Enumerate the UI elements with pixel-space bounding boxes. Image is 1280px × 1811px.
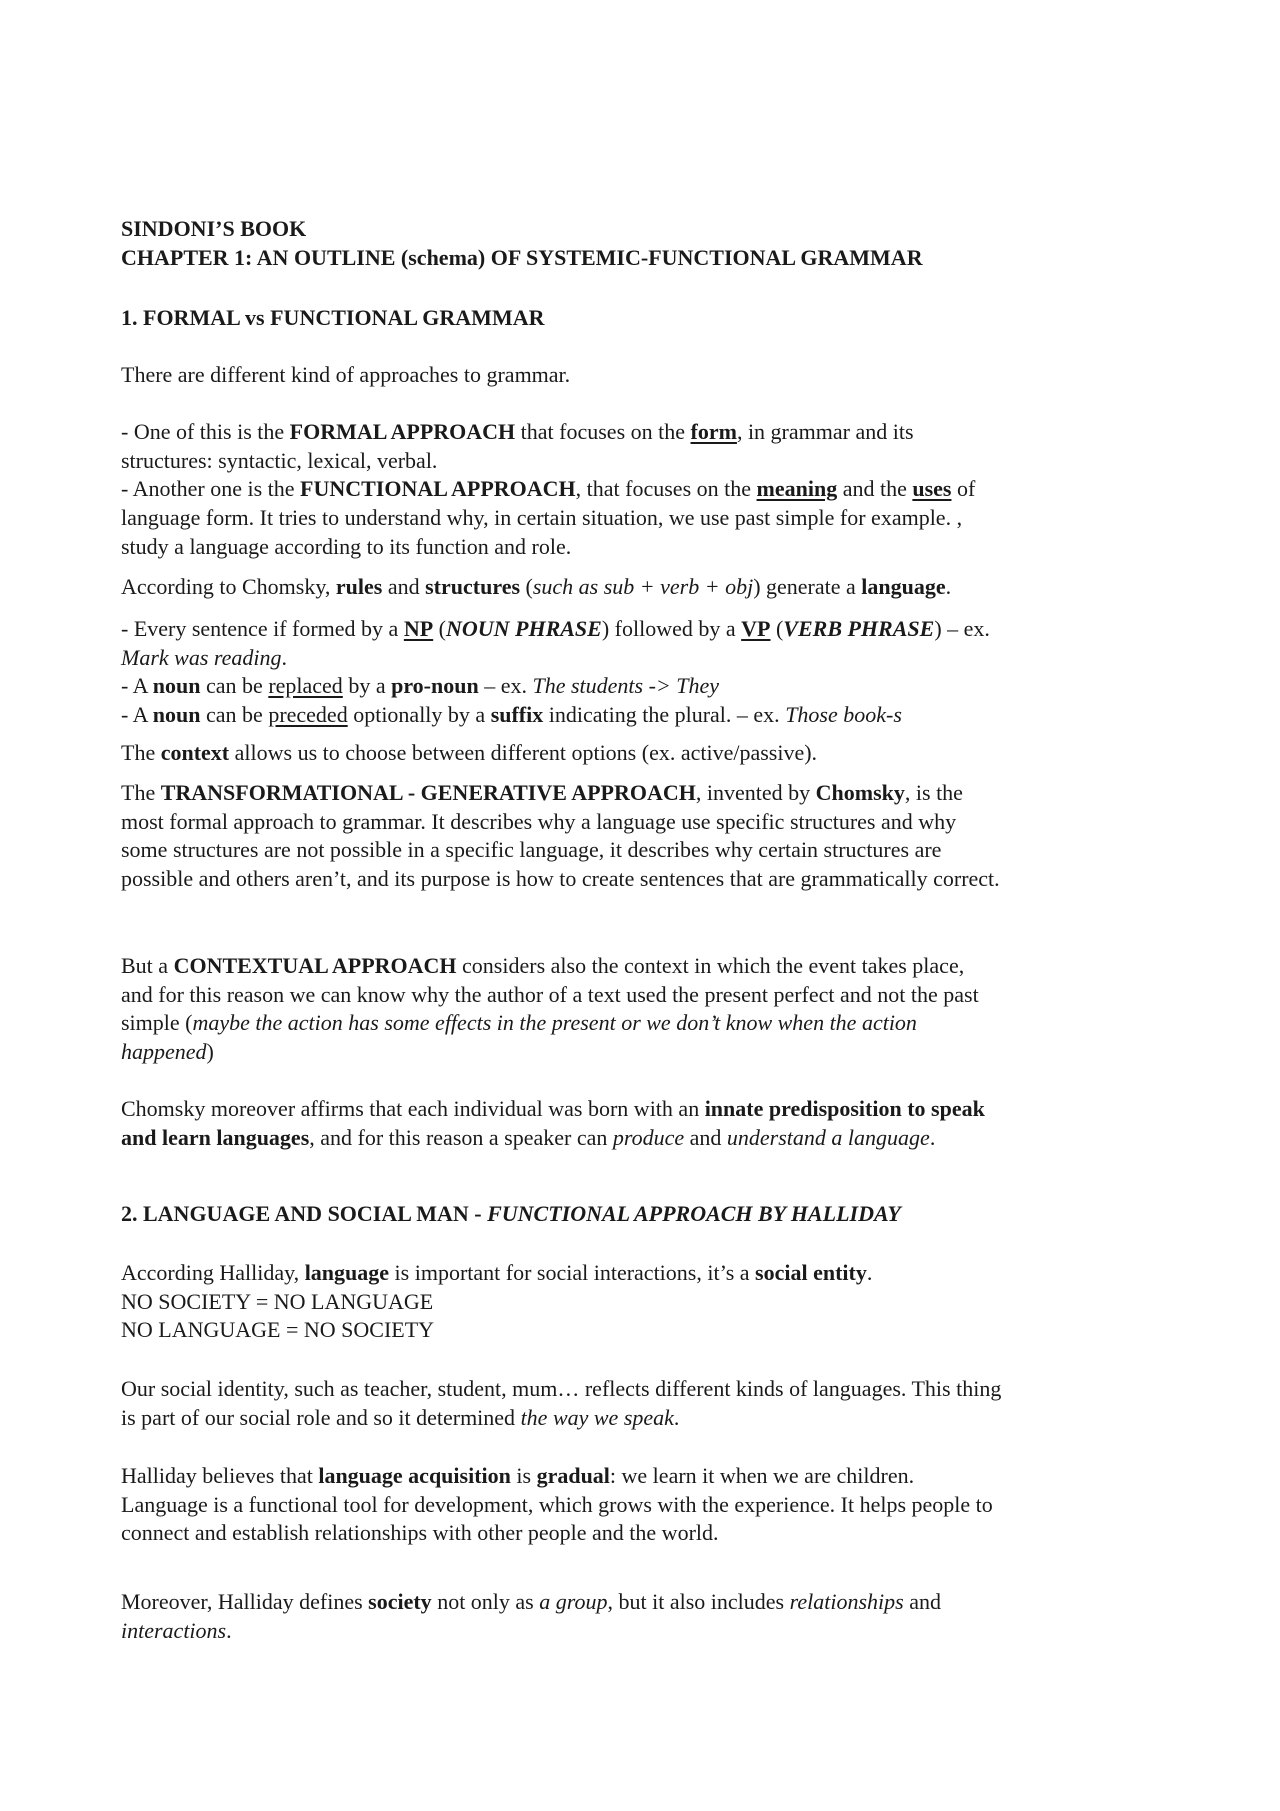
emphasized-text: and learn languages xyxy=(121,1124,310,1150)
emphasized-text: Mark was reading xyxy=(121,644,282,670)
text-segment: ) generate a xyxy=(753,574,862,599)
text-segment: ) – ex. xyxy=(934,616,990,641)
text-line xyxy=(121,1009,1201,1038)
text-line xyxy=(121,739,1201,768)
emphasized-text: context xyxy=(160,740,230,765)
text-line xyxy=(121,1404,1201,1433)
text-line xyxy=(121,447,1201,476)
text-segment: indicating the plural. – ex. xyxy=(543,702,786,728)
text-segment: . xyxy=(281,644,288,670)
emphasized-text: a group xyxy=(539,1589,608,1614)
text-line xyxy=(121,615,1201,644)
text-segment: and the xyxy=(837,476,913,502)
emphasized-text: language xyxy=(861,574,946,599)
emphasized-text: social entity xyxy=(755,1260,867,1285)
emphasized-text: language acquisition xyxy=(318,1463,511,1488)
text-segment: structures: syntactic, lexical, verbal. xyxy=(121,447,438,473)
text-segment: and xyxy=(382,574,426,599)
text-line xyxy=(121,644,1201,673)
text-segment: , is the xyxy=(904,780,963,805)
emphasized-text: 2. LANGUAGE AND SOCIAL MAN - xyxy=(121,1201,488,1226)
emphasized-text: Chomsky xyxy=(815,780,905,805)
emphasized-text: suffix xyxy=(490,702,544,728)
paragraph xyxy=(121,418,1201,561)
text-line xyxy=(121,1375,1201,1404)
text-segment: simple ( xyxy=(121,1010,193,1036)
text-segment: some structures are not possible in a specific language, it describes why certain structures are xyxy=(121,837,942,863)
emphasized-text: 1. FORMAL vs FUNCTIONAL GRAMMAR xyxy=(121,305,545,330)
text-line xyxy=(121,1288,1201,1317)
text-segment: There are different kind of approaches to grammar. xyxy=(121,362,571,387)
emphasized-text: TRANSFORMATIONAL - GENERATIVE APPROACH xyxy=(160,780,696,805)
text-segment: . xyxy=(673,1404,680,1430)
text-segment: allows us to choose between different options (ex. active/passive). xyxy=(229,740,818,765)
text-line xyxy=(121,1124,1201,1153)
text-line xyxy=(121,1462,1201,1491)
emphasized-text: NP xyxy=(403,616,434,641)
text-line xyxy=(121,952,1201,981)
emphasized-text: the way we speak xyxy=(520,1404,674,1430)
emphasized-text: produce xyxy=(612,1124,685,1150)
emphasized-text: VERB PHRASE xyxy=(783,616,935,641)
text-segment: . xyxy=(226,1617,232,1643)
text-segment: most formal approach to grammar. It describes why a language use specific structures and why xyxy=(121,808,957,834)
text-segment: ( xyxy=(433,616,446,641)
paragraph xyxy=(121,361,1201,390)
document-title xyxy=(121,215,1201,272)
emphasized-text: meaning xyxy=(756,476,838,502)
text-segment: Chomsky moreover affirms that each individual was born with an xyxy=(121,1096,705,1121)
text-line xyxy=(121,1588,1201,1617)
text-segment: is important for social interactions, it’s a xyxy=(389,1260,756,1285)
text-segment: is part of our social role and so it determined xyxy=(121,1404,521,1430)
text-segment: and xyxy=(903,1589,941,1614)
emphasized-text: maybe the action has some effects in the present or we don’t know when the action xyxy=(192,1010,917,1036)
text-segment: ( xyxy=(770,616,784,641)
text-line xyxy=(121,573,1201,602)
emphasized-text: relationships xyxy=(789,1589,904,1614)
text-segment: not only as xyxy=(431,1589,540,1614)
emphasized-text: The students -> They xyxy=(532,673,720,699)
text-segment: , invented by xyxy=(695,780,816,805)
text-segment: language form. It tries to understand why, in certain situation, we use past simple for example. , xyxy=(121,505,963,531)
text-segment: connect and establish relationships with other people and the world. xyxy=(121,1520,719,1546)
emphasized-text: Those book-s xyxy=(785,702,902,728)
text-segment: , and for this reason a speaker can xyxy=(309,1124,613,1150)
text-segment: - One of this is the xyxy=(121,419,290,444)
emphasized-text: happened xyxy=(121,1039,207,1065)
text-segment: Halliday believes that xyxy=(121,1463,319,1488)
emphasized-text: uses xyxy=(912,476,952,502)
text-segment: Language is a functional tool for development, which grows with the experience. It helps people to xyxy=(121,1491,993,1517)
emphasized-text: interactions xyxy=(121,1617,227,1643)
emphasized-text: form xyxy=(690,419,737,444)
emphasized-text: innate predisposition to speak xyxy=(704,1096,985,1121)
text-line xyxy=(121,779,1201,808)
text-segment: - A xyxy=(121,673,153,699)
emphasized-text: FORMAL APPROACH xyxy=(289,419,516,444)
text-line xyxy=(121,1491,1201,1520)
text-line xyxy=(121,808,1201,837)
paragraph xyxy=(121,1588,1201,1645)
emphasized-text: preceded xyxy=(268,702,348,728)
emphasized-text: gradual xyxy=(536,1463,610,1488)
emphasized-text: VP xyxy=(741,616,771,641)
text-line xyxy=(121,1617,1201,1646)
text-segment: - Another one is the xyxy=(121,476,301,502)
text-segment: - A xyxy=(121,702,153,728)
emphasized-text: society xyxy=(368,1589,432,1614)
emphasized-text: understand a language xyxy=(726,1124,930,1150)
paragraph xyxy=(121,1375,1201,1432)
section-heading-2 xyxy=(121,1200,1201,1229)
text-segment: ) followed by a xyxy=(601,616,742,641)
paragraph xyxy=(121,615,1201,730)
text-segment: optionally by a xyxy=(347,702,491,728)
paragraph xyxy=(121,739,1201,768)
text-segment: can be xyxy=(200,673,269,699)
emphasized-text: SINDONI’S BOOK xyxy=(121,216,307,241)
text-segment: NO LANGUAGE = NO SOCIETY xyxy=(121,1317,435,1343)
text-line xyxy=(121,1519,1201,1548)
emphasized-text: CHAPTER 1: AN OUTLINE (schema) OF SYSTEMIC-FUNCTIONAL GRAMMAR xyxy=(121,244,923,270)
text-segment: , but it also includes xyxy=(607,1589,790,1614)
text-segment: is xyxy=(510,1463,537,1488)
text-line xyxy=(121,1095,1201,1124)
emphasized-text: noun xyxy=(152,702,201,728)
paragraph xyxy=(121,573,1201,602)
text-line xyxy=(121,1038,1201,1067)
text-line xyxy=(121,1200,1201,1229)
text-line xyxy=(121,215,1201,244)
text-segment: But a xyxy=(121,953,174,978)
text-segment: According to Chomsky, xyxy=(121,574,336,599)
text-segment: considers also the context in which the event takes place, xyxy=(456,953,965,978)
paragraph xyxy=(121,1095,1201,1152)
emphasized-text: FUNCTIONAL APPROACH xyxy=(300,476,576,502)
text-line xyxy=(121,533,1201,562)
text-segment: , in grammar and its xyxy=(736,419,914,444)
text-line xyxy=(121,836,1201,865)
text-segment: by a xyxy=(342,673,392,699)
text-segment: NO SOCIETY = NO LANGUAGE xyxy=(121,1288,434,1314)
text-segment: and for this reason we can know why the author of a text used the present perfect and not the past xyxy=(121,981,979,1007)
text-segment: The xyxy=(121,740,161,765)
text-segment: . xyxy=(929,1124,936,1150)
text-line xyxy=(121,981,1201,1010)
text-segment: ( xyxy=(520,574,533,599)
text-segment: can be xyxy=(200,702,269,728)
emphasized-text: such as sub + verb + obj xyxy=(532,574,754,599)
text-segment: study a language according to its function and role. xyxy=(121,533,572,559)
emphasized-text: NOUN PHRASE xyxy=(445,616,602,641)
text-segment: possible and others aren’t, and its purpose is how to create sentences that are grammatically correct. xyxy=(121,866,1000,892)
text-line xyxy=(121,304,1201,333)
text-segment: Our social identity, such as teacher, student, mum… reflects different kinds of languages. This thing xyxy=(121,1376,1002,1401)
text-segment: – ex. xyxy=(478,673,533,699)
text-line xyxy=(121,865,1201,894)
text-segment: According Halliday, xyxy=(121,1260,305,1285)
emphasized-text: CONTEXTUAL APPROACH xyxy=(173,953,457,978)
emphasized-text: replaced xyxy=(268,673,343,699)
emphasized-text: structures xyxy=(425,574,521,599)
emphasized-text: FUNCTIONAL APPROACH BY HALLIDAY xyxy=(487,1201,901,1226)
text-segment: . xyxy=(945,574,952,599)
emphasized-text: rules xyxy=(335,574,383,599)
paragraph xyxy=(121,1259,1201,1345)
text-line xyxy=(121,475,1201,504)
emphasized-text: noun xyxy=(152,673,201,699)
text-line xyxy=(121,701,1201,730)
paragraph xyxy=(121,952,1201,1067)
emphasized-text: language xyxy=(304,1260,390,1285)
paragraph xyxy=(121,1462,1201,1548)
text-line xyxy=(121,504,1201,533)
text-segment: and xyxy=(684,1124,727,1150)
text-segment: that focuses on the xyxy=(515,419,691,444)
text-line xyxy=(121,1259,1201,1288)
emphasized-text: pro-noun xyxy=(391,673,479,699)
text-segment: . xyxy=(866,1260,873,1285)
text-segment: , that focuses on the xyxy=(575,476,757,502)
text-line xyxy=(121,361,1201,390)
text-segment: Moreover, Halliday defines xyxy=(121,1589,369,1614)
text-line xyxy=(121,672,1201,701)
text-segment: : we learn it when we are children. xyxy=(609,1463,915,1488)
text-line xyxy=(121,244,1201,273)
text-segment: of xyxy=(951,476,976,502)
text-line xyxy=(121,418,1201,447)
text-segment: ) xyxy=(206,1039,214,1065)
text-segment: The xyxy=(121,780,161,805)
paragraph xyxy=(121,779,1201,894)
section-heading-1 xyxy=(121,304,1201,333)
text-segment: - Every sentence if formed by a xyxy=(121,616,404,641)
text-line xyxy=(121,1316,1201,1345)
